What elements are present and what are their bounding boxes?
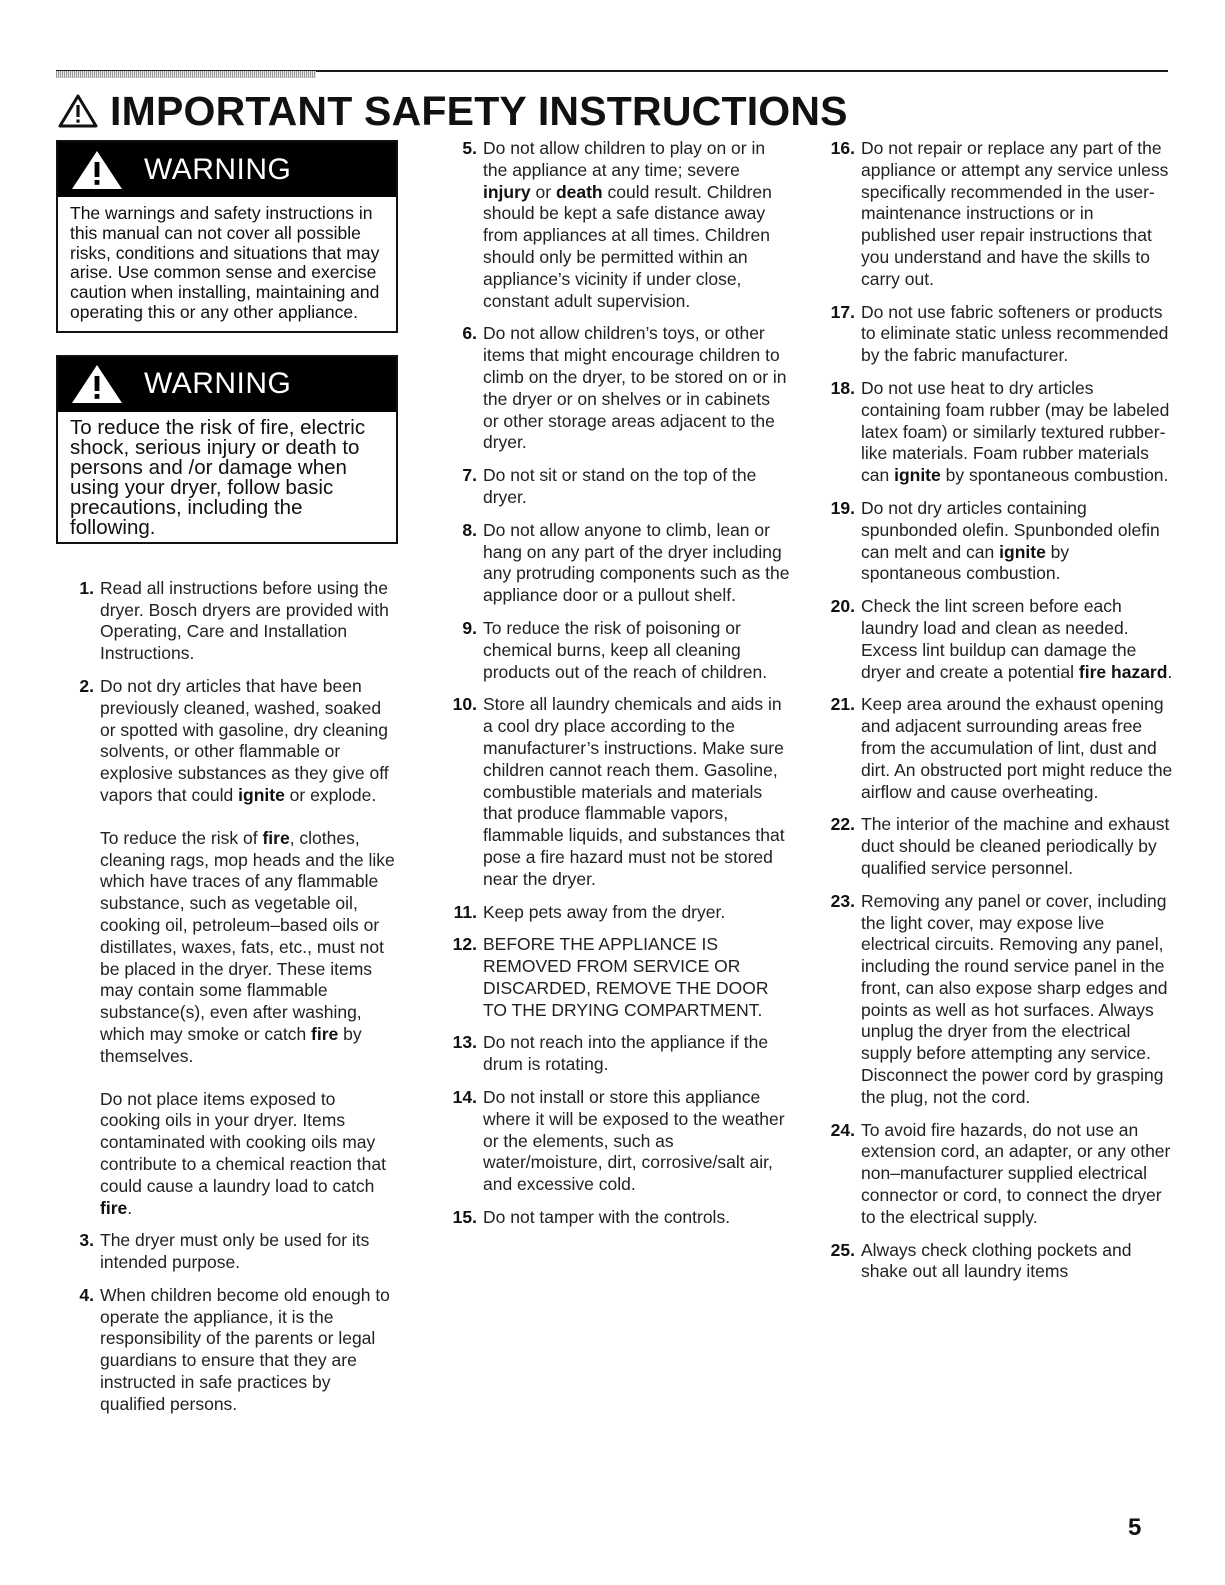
item-paragraph [483,323,790,454]
item-paragraph [483,1087,790,1196]
column-3 [828,138,1173,1294]
text-run: Do not sit or stand on the top of the dryer. [483,465,757,507]
text-run: Do not allow children to play on or in the appliance at any time; severe [483,138,766,180]
text-run: Always check clothing pockets and shake out all laundry items [861,1239,1132,1282]
instruction-item [450,694,790,890]
item-text [483,1087,790,1196]
item-text [483,465,790,509]
item-paragraph [100,828,398,1068]
text-run: or explode. [284,784,377,805]
item-paragraph [483,1032,790,1076]
item-text [483,1032,790,1076]
emphasis-text: fire [100,1197,128,1218]
instruction-item [450,323,790,454]
item-text [483,323,790,454]
instruction-item [450,1087,790,1196]
item-text [861,694,1173,803]
item-number: 5. [462,138,477,158]
text-run: Do not reach into the appliance if the drum is rotating. [483,1032,769,1075]
text-run: . [127,1197,133,1218]
instruction-item [450,1032,790,1076]
instruction-item [828,694,1173,803]
item-paragraph [861,498,1173,585]
page-title [58,84,848,138]
text-run: To avoid fire hazards, do not use an extension cord, an adapter, or any other non–manufacturer supplied electrical connector or cord, to connect the dryer to the electrical supply. [861,1119,1171,1227]
item-paragraph [483,465,790,509]
text-run: Do not tamper with the controls. [483,1207,731,1228]
emphasis-text: ignite [999,541,1046,562]
item-number: 23. [830,890,855,911]
item-text [861,1240,1173,1284]
instruction-item [828,891,1173,1109]
item-paragraph [483,934,790,1021]
item-paragraph [861,891,1173,1109]
item-text [861,498,1173,585]
item-number: 18. [830,377,855,398]
text-run: Do not allow children’s toys, or other items that might encourage children to climb on the dryer, to be stored on or in the dryer or on shelves or in cabinets or other storage areas adjacent to the dryer. [483,323,787,453]
warning-text: The warnings and safety instructions in this manual can not cover all possible risks, conditions and situations that may arise. Use common sense and exercise caution when installing, maintaining and operating this or any other appliance. [70,203,380,322]
instruction-item [56,1285,398,1416]
text-run: Do not place items exposed to cooking oils in your dryer. Items contaminated with cooking oils may contribute to a chemical reaction that could cause a laundry load to catch [100,1088,386,1196]
instruction-item [450,902,790,924]
instruction-item [56,1230,398,1274]
item-text [100,1285,398,1416]
page-title-text: IMPORTANT SAFETY INSTRUCTIONS [110,88,848,134]
item-text [861,138,1173,291]
item-text [100,1230,398,1274]
warning-triangle-icon [70,363,124,405]
text-run: Do not use heat to dry articles containing foam rubber (may be labeled latex foam) or similarly textured rubber-like materials. Foam rubber materials can [861,377,1170,486]
item-text [483,902,790,924]
emphasis-text: death [555,181,603,202]
text-run: Do not dry articles containing spunbonded olefin. Spunbonded olefin can melt and can [861,497,1160,562]
item-number: 24. [830,1119,855,1140]
instruction-item [828,596,1173,683]
item-text [861,596,1173,683]
item-number: 15. [452,1207,477,1228]
item-text [483,618,790,683]
emphasis-text: injury [483,181,531,202]
text-run: Do not install or store this appliance where it will be exposed to the weather or the elements, such as water/moisture, dirt, corrosive/salt air, and excessive cold. [483,1087,785,1195]
emphasis-text: fire hazard [1078,661,1168,682]
item-paragraph [861,814,1173,879]
item-paragraph [483,138,790,312]
instruction-list [828,138,1173,1283]
item-paragraph [861,138,1173,291]
item-text [861,1120,1173,1229]
text-run: Read all instructions before using the dryer. Bosch dryers are provided with Operating, Care and Installation Instructions. [100,577,389,664]
warning-text: To reduce the risk of fire, electric shock, serious injury or death to persons and /or damage when using your dryer, follow basic precautions, including the following. [70,415,366,539]
caution-triangle-icon [58,94,98,128]
text-run: When children become old enough to operate the appliance, it is the responsibility of the parents or legal guardians to ensure that they are instructed in safe practices by qualified persons. [100,1284,390,1414]
item-paragraph [100,1089,398,1220]
instruction-item [450,618,790,683]
text-run: Do not repair or replace any part of the appliance or attempt any service unless specifically recommended in the user-maintenance instructions or in published user repair instructions that you understand and have the skills to carry out. [861,138,1169,289]
instruction-item [450,1207,790,1229]
text-run: , clothes, cleaning rags, mop heads and the like which have traces of any flammable substance, such as vegetable oil, cooking oil, petroleum–based oils or distillates, waxes, fats, etc., must not be placed in the dryer. These items may contain some flammable substance(s), even after washing, which may smoke or catch [100,827,395,1044]
item-paragraph [100,578,398,665]
item-text [861,378,1173,487]
warning-header [58,357,396,412]
text-run: Do not allow anyone to climb, lean or hang on any part of the dryer including any protruding components such as the appliance door or a pullout shelf. [483,519,790,606]
item-text [100,676,398,1219]
item-text [483,1207,790,1229]
warning-box-general [56,140,398,333]
item-number: 7. [462,465,477,486]
text-run: Do not dry articles that have been previously cleaned, washed, soaked or spotted with gasoline, dry cleaning solvents, or other flammable or explosive substances as they give off vapors that could [100,675,389,805]
item-paragraph [861,302,1173,367]
item-paragraph [100,676,398,807]
item-text [861,814,1173,879]
item-number: 14. [452,1087,477,1108]
instruction-item [450,520,790,607]
text-run: Do not use fabric softeners or products to eliminate static unless recommended by the fabric manufacturer. [861,301,1169,366]
instruction-item [828,498,1173,585]
instruction-item [56,578,398,665]
text-run: The dryer must only be used for its intended purpose. [100,1230,370,1273]
instruction-item [828,302,1173,367]
item-paragraph [483,520,790,607]
instruction-item [828,814,1173,879]
text-run: To reduce the risk of poisoning or chemical burns, keep all cleaning products out of the reach of children. [483,617,768,682]
text-run: or [530,181,556,202]
text-run: The interior of the machine and exhaust duct should be cleaned periodically by qualified service personnel. [861,814,1170,878]
emphasis-text: ignite [238,784,285,805]
warning-box-precautions [56,355,398,544]
instruction-item [828,1240,1173,1284]
item-paragraph [861,694,1173,803]
item-number: 6. [462,323,477,344]
item-number: 21. [830,694,855,715]
warning-label: WARNING [144,152,292,186]
text-run: BEFORE THE APPLIANCE IS REMOVED FROM SERVICE OR DISCARDED, REMOVE THE DOOR TO THE DRYING COMPARTMENT. [483,934,769,1020]
item-text [100,578,398,665]
emphasis-text: ignite [894,465,941,486]
text-run: Keep area around the exhaust opening and adjacent surrounding areas free from the accumulation of lint, dust and dirt. An obstructed port might reduce the airflow and cause overheating. [861,694,1173,802]
text-run: Check the lint screen before each laundry load and clean as needed. Excess lint buildup can damage the dryer and create a potential [861,596,1137,682]
item-number: 8. [462,519,477,540]
item-text [483,520,790,607]
text-run: by spontaneous combustion. [940,465,1169,486]
instruction-list [450,138,790,1229]
text-run: by spontaneous combustion. [861,541,1070,584]
instruction-item [450,465,790,509]
item-number: 9. [462,617,477,638]
item-paragraph [861,378,1173,487]
column-2 [450,138,790,1240]
item-number: 20. [830,596,855,617]
item-text [483,138,790,312]
item-paragraph [861,596,1173,683]
item-number: 4. [79,1284,94,1305]
item-text [861,891,1173,1109]
text-run: could result. Children should be kept a safe distance away from appliances at all times. Children should only be permitted within an appliance’s vicinity if under close, constant adult supervision. [483,181,772,311]
item-text [483,694,790,890]
item-number: 22. [830,814,855,835]
item-paragraph [861,1240,1173,1284]
item-number: 2. [79,675,94,696]
item-paragraph [483,1207,790,1229]
instruction-item [450,138,790,312]
item-paragraph [100,1230,398,1274]
instruction-item [828,1120,1173,1229]
item-number: 1. [79,577,94,598]
instruction-item [828,138,1173,291]
text-run: Store all laundry chemicals and aids in a cool dry place according to the manufacturer’s instructions. Make sure children cannot reach them. Gasoline, combustible materials and materials that produce flammable vapors, flammable liquids, and substances that pose a fire hazard must not be stored near the dryer. [483,694,785,889]
instruction-list [56,578,398,1416]
emphasis-text: fire [311,1023,339,1044]
emphasis-text: fire [262,827,290,848]
warning-triangle-icon [70,149,124,191]
text-run: To reduce the risk of [100,827,263,848]
warning-header [58,142,396,197]
item-text [483,934,790,1021]
item-number: 11. [453,901,477,922]
item-number: 17. [830,301,855,322]
item-number: 3. [79,1230,94,1251]
item-text [861,302,1173,367]
warning-label: WARNING [144,367,292,401]
item-paragraph [100,1285,398,1416]
item-number: 13. [452,1032,477,1053]
item-paragraph [483,694,790,890]
item-paragraph [483,902,790,924]
instruction-item [450,934,790,1021]
text-run: Keep pets away from the dryer. [483,901,726,922]
item-number: 19. [830,497,855,518]
item-number: 25. [830,1239,855,1260]
text-run: Removing any panel or cover, including the light cover, may expose live electrical circuits. Removing any panel, including the round service panel in the front, can also expose sharp edges and points as well as hot surfaces. Always unplug the dryer from the electrical supply before attempting any service. Disconnect the power cord by grasping the plug, not the cord. [861,890,1168,1107]
instruction-item [828,378,1173,487]
instruction-item [56,676,398,1219]
item-number: 10. [452,694,477,715]
item-paragraph [483,618,790,683]
text-run: . [1167,661,1173,682]
item-paragraph [861,1120,1173,1229]
text-run: by themselves. [100,1023,362,1066]
header-shade-bar [56,71,316,78]
item-number: 16. [830,138,855,158]
page-number: 5 [1128,1514,1142,1541]
column-1 [56,140,398,1427]
item-number: 12. [452,934,477,955]
